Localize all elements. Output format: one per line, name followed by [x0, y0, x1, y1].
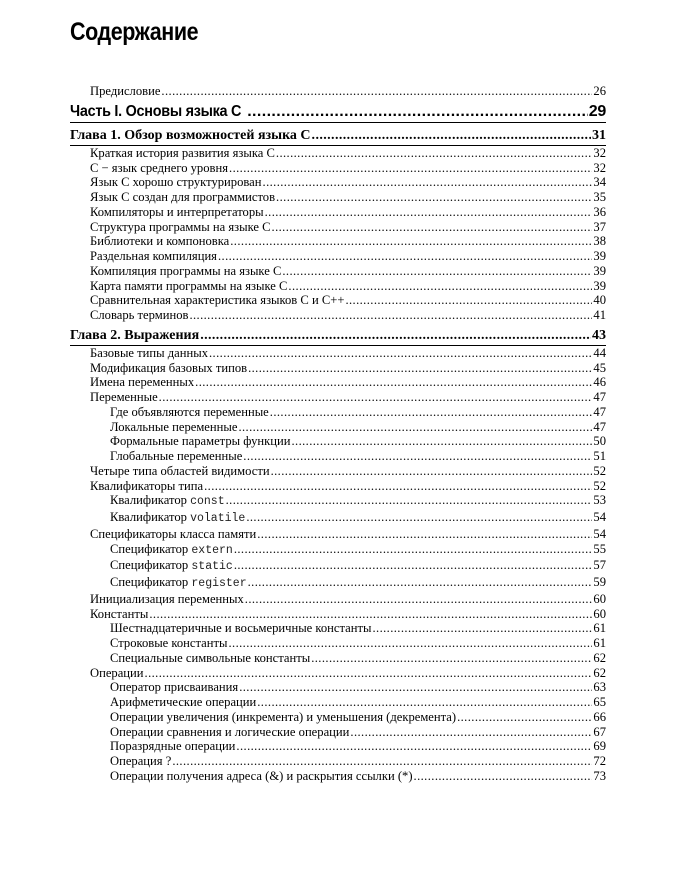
page-number: 35 [593, 190, 606, 204]
dot-leader [195, 375, 592, 390]
dot-leader [228, 636, 592, 651]
entry-title [110, 493, 225, 510]
dot-leader [230, 234, 592, 249]
table-of-contents [70, 84, 606, 784]
entry-title-text: Инициализация переменных [90, 591, 244, 606]
entry-title-text: Библиотеки и компоновка [90, 234, 230, 249]
dot-leader [229, 161, 592, 176]
dot-leader [291, 434, 592, 449]
page-number: 39 [593, 249, 606, 263]
entry-title-text: Операции сравнения и логические операции [110, 724, 350, 739]
entry-title [110, 542, 233, 559]
toc-entry[interactable] [70, 249, 606, 264]
toc-entry[interactable] [70, 558, 606, 575]
entry-title [110, 725, 349, 740]
dot-leader [234, 558, 593, 573]
entry-title [90, 346, 208, 361]
dot-leader [312, 127, 591, 145]
toc-entry[interactable] [70, 666, 606, 681]
entry-title [110, 651, 310, 666]
dot-leader [414, 769, 593, 784]
entry-title-text: Компиляция программы на языке C [90, 263, 282, 278]
page-number: 29 [588, 102, 606, 120]
toc-entry[interactable] [70, 769, 606, 784]
toc-entry[interactable] [70, 361, 606, 376]
page-number: 53 [593, 493, 606, 508]
toc-entry[interactable] [70, 636, 606, 651]
page-number: 47 [593, 404, 606, 419]
dot-leader [236, 739, 592, 754]
entry-title [90, 293, 344, 308]
entry-title-text: Спецификатор [110, 558, 189, 573]
entry-title-text: Формальные параметры функции [110, 434, 291, 449]
toc-entry[interactable] [70, 264, 606, 279]
entry-title-text: C − язык среднего уровня [90, 160, 229, 175]
dot-leader [243, 449, 592, 464]
entry-title-text: Имена переменных [90, 375, 195, 390]
dot-leader [239, 680, 592, 695]
entry-title-text: Переменные [90, 390, 158, 404]
toc-entry[interactable] [70, 84, 606, 99]
entry-title-text: Квалификатор [110, 493, 187, 508]
entry-title [90, 390, 158, 405]
entry-title-text: Базовые типы данных [90, 345, 208, 360]
dot-leader [145, 666, 593, 681]
page-number: 39 [593, 278, 606, 293]
entry-title [90, 375, 194, 390]
dot-leader [218, 249, 592, 264]
toc-entry[interactable] [70, 308, 606, 323]
entry-title [70, 127, 311, 145]
toc-entry[interactable] [70, 479, 606, 494]
dot-leader [149, 607, 592, 622]
entry-title [90, 84, 160, 99]
dot-leader [282, 264, 592, 279]
entry-title-text: Шестнадцатеричные и восьмеричные константы [110, 621, 372, 636]
entry-code-keyword: volatile [190, 512, 246, 525]
dot-leader [200, 327, 591, 345]
toc-entry[interactable] [70, 390, 606, 405]
divider [70, 122, 606, 123]
entry-title-text: Квалификаторы типа [90, 478, 204, 493]
toc-entry[interactable] [70, 739, 606, 754]
page-number: 63 [593, 680, 606, 695]
toc-entry[interactable] [70, 464, 606, 479]
entry-title-text: Часть I. Основы языка C [70, 102, 242, 120]
entry-title [90, 161, 228, 176]
page-number: 52 [593, 463, 606, 478]
toc-entry[interactable] [70, 592, 606, 607]
entry-title-text: Сравнительная характеристика языков C и C++ [90, 293, 345, 308]
entry-title [110, 739, 235, 754]
page-number: 26 [593, 84, 606, 98]
toc-entry[interactable] [70, 220, 606, 235]
toc-entry[interactable] [70, 680, 606, 695]
page-number: 44 [593, 345, 606, 360]
toc-entry[interactable] [70, 234, 606, 249]
dot-leader [189, 308, 592, 323]
toc-entry[interactable] [70, 161, 606, 176]
entry-title [110, 405, 269, 420]
entry-title-text: Четыре типа областей видимости [90, 463, 270, 478]
entry-code-keyword: static [191, 560, 233, 574]
entry-title-text: Структура программы на языке C [90, 219, 271, 234]
entry-title [90, 592, 244, 607]
dot-leader [271, 464, 593, 479]
entry-title [90, 279, 287, 294]
entry-code-keyword: const [190, 495, 225, 509]
entry-title [70, 102, 241, 122]
dot-leader [159, 390, 593, 405]
dot-leader [238, 420, 592, 435]
dot-leader [234, 542, 593, 557]
entry-title-text: Операции увеличения (инкремента) и уменьшения (декремента) [110, 709, 457, 724]
entry-title [90, 205, 264, 220]
page-number: 37 [593, 219, 606, 234]
dot-leader [276, 190, 592, 205]
entry-title-text: Карта памяти программы на языке C [90, 278, 288, 293]
page-number: 38 [593, 234, 606, 249]
toc-entry[interactable] [70, 146, 606, 161]
page-number: 52 [593, 478, 606, 493]
toc-entry[interactable] [70, 420, 606, 435]
entry-title [90, 146, 275, 161]
toc-entry[interactable] [70, 375, 606, 390]
page-number: 61 [593, 621, 606, 636]
page-number: 34 [593, 175, 606, 190]
entry-title [110, 710, 456, 725]
entry-title-text: Операции получения адреса (&) и раскрытия ссылки (*) [110, 768, 413, 783]
toc-entry[interactable] [70, 542, 606, 559]
entry-title [110, 636, 227, 651]
entry-title [110, 420, 237, 435]
toc-part[interactable] [70, 102, 606, 122]
dot-leader [372, 621, 592, 636]
page-number: 47 [593, 419, 606, 434]
page-number: 69 [593, 739, 606, 754]
entry-title-text: Язык C хорошо структурирован [90, 175, 262, 190]
entry-title [90, 190, 275, 205]
toc-entry[interactable] [70, 651, 606, 666]
entry-title [90, 527, 256, 542]
toc-entry[interactable] [70, 175, 606, 190]
dot-leader [272, 220, 593, 235]
page-number: 32 [593, 145, 606, 160]
toc-entry[interactable] [70, 279, 606, 294]
toc-entry[interactable] [70, 346, 606, 361]
entry-title [90, 234, 229, 249]
page-number: 72 [593, 754, 606, 768]
entry-title [90, 264, 281, 279]
toc-entry[interactable] [70, 710, 606, 725]
toc-entry[interactable] [70, 695, 606, 710]
dot-leader [257, 695, 592, 710]
entry-title [110, 434, 290, 449]
toc-entry[interactable] [70, 449, 606, 464]
dot-leader [226, 493, 593, 508]
page-title: Содержание [70, 18, 199, 46]
entry-title-text: Спецификатор [110, 575, 189, 589]
entry-title [110, 510, 245, 527]
page-number: 32 [593, 160, 606, 175]
page-number: 55 [593, 541, 606, 556]
page-number: 39 [593, 263, 606, 278]
page-number: 36 [593, 204, 606, 219]
toc-entry[interactable] [70, 510, 606, 527]
page-number: 73 [593, 768, 606, 783]
dot-leader [288, 279, 592, 294]
page-number: 54 [593, 510, 606, 524]
entry-title-text: Спецификатор [110, 541, 189, 556]
page-number: 62 [593, 665, 606, 680]
dot-leader [172, 754, 592, 769]
dot-leader [311, 651, 592, 666]
entry-title [90, 666, 144, 681]
entry-title-text: Операции [90, 665, 144, 680]
entry-title [110, 769, 413, 784]
page-number: 41 [593, 308, 606, 322]
entry-title-text: Словарь терминов [90, 308, 189, 322]
entry-title [90, 464, 270, 479]
toc-entry[interactable] [70, 725, 606, 740]
toc-entry[interactable] [70, 293, 606, 308]
entry-title [90, 607, 148, 622]
entry-title [90, 308, 188, 323]
dot-leader [265, 205, 593, 220]
entry-title-text: Специальные символьные константы [110, 650, 311, 665]
entry-title-text: Поразрядные операции [110, 739, 236, 754]
entry-title [110, 558, 233, 575]
page-number: 67 [593, 724, 606, 739]
entry-title-text: Операция ? [110, 754, 172, 768]
entry-title-text: Спецификаторы класса памяти [90, 526, 257, 541]
toc-entry[interactable] [70, 493, 606, 510]
toc-entry[interactable] [70, 621, 606, 636]
page-number: 43 [592, 327, 606, 343]
entry-title [90, 249, 217, 264]
toc-entry[interactable] [70, 527, 606, 542]
entry-title-text: Глобальные переменные [110, 449, 243, 463]
page-number: 40 [593, 293, 606, 308]
page-number: 65 [593, 695, 606, 709]
entry-title [90, 175, 262, 190]
entry-code-keyword: register [191, 577, 247, 590]
toc-chapter[interactable] [70, 327, 606, 345]
entry-title [90, 361, 247, 376]
entry-title-text: Константы [90, 606, 149, 621]
dot-leader [270, 405, 593, 420]
toc-entry[interactable] [70, 205, 606, 220]
dot-leader [247, 102, 588, 122]
entry-title-text: Арифметические операции [110, 695, 257, 709]
entry-title-text: Краткая история развития языка C [90, 145, 275, 160]
dot-leader [248, 575, 593, 590]
entry-title-text: Локальные переменные [110, 419, 238, 434]
entry-code-keyword: extern [191, 543, 233, 557]
dot-leader [457, 710, 592, 725]
entry-title-text: Глава 2. Выражения [70, 327, 200, 343]
entry-title [110, 575, 247, 592]
page-number: 47 [593, 390, 606, 404]
dot-leader [350, 725, 592, 740]
toc-entry[interactable] [70, 405, 606, 420]
entry-title [110, 621, 371, 636]
page-number: 57 [593, 558, 606, 573]
dot-leader [257, 527, 592, 542]
toc-entry[interactable] [70, 190, 606, 205]
dot-leader [245, 592, 593, 607]
toc-entry[interactable] [70, 754, 606, 769]
entry-title [90, 220, 271, 235]
entry-title-text: Где объявляются переменные [110, 404, 269, 419]
page-number: 45 [593, 360, 606, 375]
entry-title-text: Раздельная компиляция [90, 249, 217, 263]
dot-leader [209, 346, 592, 361]
page-number: 61 [593, 636, 606, 650]
entry-title-text: Модификация базовых типов [90, 360, 248, 375]
page-number: 50 [593, 434, 606, 449]
entry-title [110, 449, 242, 464]
entry-title-text: Компиляторы и интерпретаторы [90, 204, 264, 219]
toc-chapter[interactable] [70, 127, 606, 145]
entry-title [110, 695, 256, 710]
entry-title [110, 754, 171, 769]
toc-entry[interactable] [70, 434, 606, 449]
dot-leader [345, 293, 592, 308]
dot-leader [246, 510, 592, 525]
dot-leader [248, 361, 592, 376]
page-number: 46 [593, 375, 606, 390]
page-number: 31 [592, 127, 606, 143]
page-number: 51 [593, 449, 606, 463]
page-number: 62 [593, 650, 606, 665]
page-number: 60 [593, 591, 606, 606]
entry-title-text: Оператор присваивания [110, 680, 239, 695]
entry-title [70, 327, 199, 345]
entry-title-text: Язык C создан для программистов [90, 190, 276, 204]
dot-leader [263, 175, 593, 190]
toc-entry[interactable] [70, 607, 606, 622]
page-number: 59 [593, 575, 606, 589]
entry-title [110, 680, 238, 695]
entry-title [90, 479, 203, 494]
dot-leader [161, 84, 592, 99]
page-number: 66 [593, 709, 606, 724]
dot-leader [204, 479, 592, 494]
entry-title-text: Квалификатор [110, 510, 187, 524]
entry-title-text: Предисловие [90, 84, 161, 98]
dot-leader [276, 146, 593, 161]
entry-title-text: Строковые константы [110, 636, 228, 650]
page-number: 54 [593, 526, 606, 541]
toc-entry[interactable] [70, 575, 606, 592]
entry-title-text: Глава 1. Обзор возможностей языка C [70, 127, 311, 143]
page-number: 60 [593, 606, 606, 621]
